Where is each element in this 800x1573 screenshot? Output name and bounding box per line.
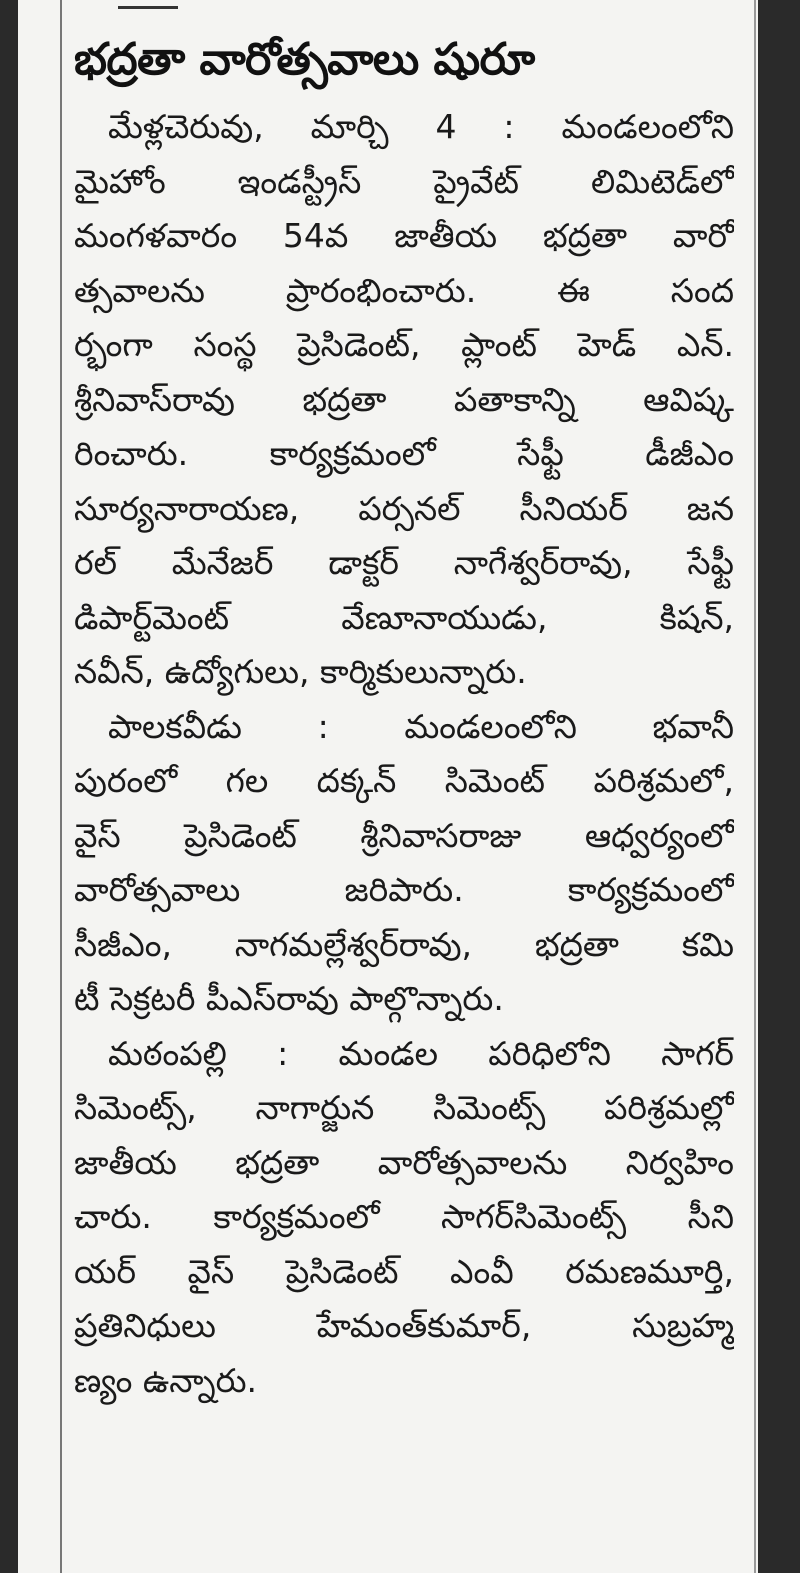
article-line: వైస్ ప్రెసిడెంట్ శ్రీనివాసరాజు ఆధ్వర్యంలో [74, 815, 734, 855]
article-line: సిమెంట్స్, నాగార్జున సిమెంట్స్ పరిశ్రమల్లో [74, 1088, 734, 1127]
article-line: నవీన్, ఉద్యోగులు, కార్మికులున్నారు. [74, 652, 527, 691]
article-line: పాలకవీడు : మండలంలోని భవానీ [108, 706, 734, 746]
article-line: ణ్యం ఉన్నారు. [74, 1360, 258, 1400]
article-line: రించారు. కార్యక్రమంలో సేఫ్టీ డీజీఎం [74, 434, 734, 473]
headline: భద్రతా వారోత్సవాలు షురూ [74, 34, 535, 85]
article-line: మేళ్లచెరువు, మార్చి 4 : మండలంలోని [108, 107, 734, 146]
article-line: రల్ మేనేజర్ డాక్టర్ నాగేశ్వర్‌రావు, సేఫ్టీ [74, 543, 734, 582]
article-line: త్సవాలను ప్రారంభించారు. ఈ సంద [74, 270, 734, 310]
cropped-previous-article-fragment [118, 0, 178, 9]
column-rule-left [60, 0, 62, 1573]
paragraph-mattampalli [74, 1027, 734, 1409]
article-line: సీజీఎం, నాగమల్లేశ్వర్‌రావు, భద్రతా కమి [74, 924, 734, 964]
article-line: ప్రతినిధులు హేమంత్‌కుమార్, సుబ్రహ్మ [74, 1306, 734, 1345]
article-line: శ్రీనివాస్‌రావు భద్రతా పతాకాన్ని ఆవిష్క [74, 379, 734, 419]
article-line: టీ సెక్రటరీ పీఎస్‌రావు పాల్గొన్నారు. [74, 979, 504, 1018]
article-line: సూర్యనారాయణ, పర్సనల్ సీనియర్ జన [74, 488, 734, 528]
paragraph-mellacheruvu [74, 100, 734, 700]
article-line: మఠంపల్లి : మండల పరిధిలోని సాగర్ [108, 1033, 734, 1073]
column-rule-right [754, 0, 756, 1573]
article-body [74, 100, 734, 1408]
newspaper-clipping [18, 0, 758, 1573]
article-line: మంగళవారం 54వ జాతీయ భద్రతా వారో [74, 216, 734, 255]
article-line: యర్ వైస్ ప్రెసిడెంట్ ఎంవీ రమణమూర్తి, [74, 1251, 734, 1291]
article-line: పురంలో గల దక్కన్ సిమెంట్ పరిశ్రమలో, [74, 761, 734, 800]
article-line: డిపార్ట్‌మెంట్ వేణూనాయుడు, కిషన్, [74, 597, 734, 637]
article-line: మైహోం ఇండస్ట్రీస్ ప్రైవేట్ లిమిటెడ్‌లో [74, 161, 734, 201]
paragraph-palakaveedu [74, 700, 734, 1027]
article-line: ర్భంగా సంస్థ ప్రెసిడెంట్, ప్లాంట్ హెడ్ ఎన్. [74, 325, 734, 364]
article-line: వారోత్సవాలు జరిపారు. కార్యక్రమంలో [74, 870, 734, 909]
article-line: జాతీయ భద్రతా వారోత్సవాలను నిర్వహిం [74, 1142, 734, 1182]
article-line: చారు. కార్యక్రమంలో సాగర్‌సిమెంట్స్ సీని [74, 1197, 734, 1236]
